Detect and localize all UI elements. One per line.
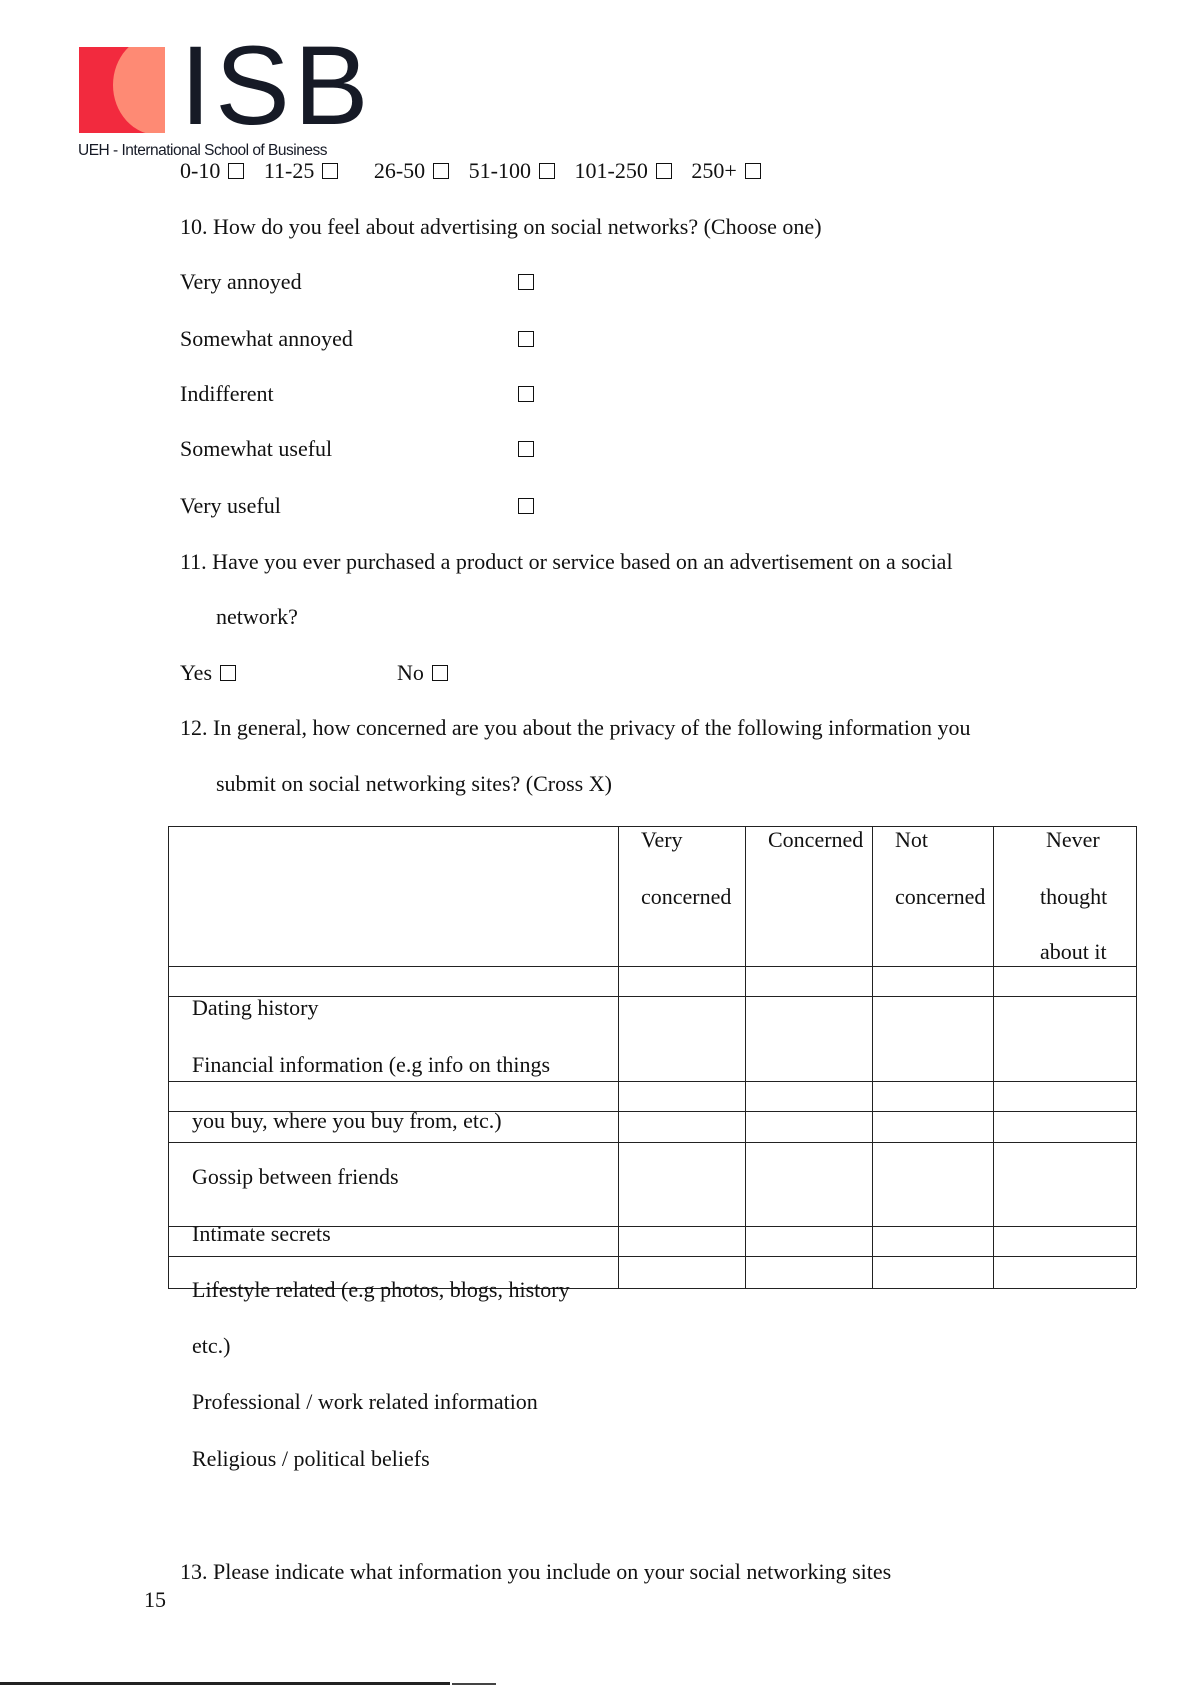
q10-option-label: Very useful — [180, 493, 281, 518]
logo-text: ISB — [180, 23, 373, 148]
info-item: Financial information (e.g info on things — [192, 1052, 551, 1077]
q11-no — [397, 660, 448, 686]
table-rule — [618, 826, 619, 1288]
checkbox[interactable] — [518, 274, 534, 290]
info-item: Professional / work related information — [192, 1389, 538, 1414]
checkbox[interactable] — [228, 163, 244, 179]
table-rule — [993, 826, 994, 1288]
table-rule — [745, 826, 746, 1288]
header-never-thought: Never — [1046, 827, 1100, 852]
q13-question: 13. Please indicate what information you include on your social networking sites — [180, 1559, 892, 1584]
header-never-thought-2: thought — [1040, 884, 1108, 909]
info-item: you buy, where you buy from, etc.) — [192, 1108, 502, 1133]
header-not-concerned: Not — [895, 827, 928, 852]
header-never-thought-3: about it — [1040, 939, 1107, 964]
header-very-concerned: Very — [641, 827, 683, 852]
no-checkbox[interactable] — [432, 665, 448, 681]
table-rule — [168, 1256, 1136, 1257]
info-item: Dating history — [192, 995, 319, 1020]
checkbox[interactable] — [518, 386, 534, 402]
q10-option-label: Somewhat annoyed — [180, 326, 353, 351]
q11-question: 11. Have you ever purchased a product or service based on an advertisement on a social — [180, 549, 953, 574]
info-item: Gossip between friends — [192, 1164, 399, 1189]
checkbox[interactable] — [322, 163, 338, 179]
q10-option-label: Indifferent — [180, 381, 274, 406]
range-label: 250+ — [691, 158, 737, 183]
range-label: 51-100 — [468, 158, 531, 183]
header-concerned: Concerned — [768, 827, 864, 852]
table-border — [1136, 826, 1137, 1288]
yes-checkbox[interactable] — [220, 665, 236, 681]
range-label: 0-10 — [180, 158, 221, 183]
checkbox[interactable] — [656, 163, 672, 179]
checkbox[interactable] — [539, 163, 555, 179]
header-very-concerned-2: concerned — [641, 884, 732, 909]
table-rule — [168, 1081, 1136, 1082]
no-label: No — [397, 660, 424, 685]
table-rule — [872, 826, 873, 1288]
table-rule — [168, 1142, 1136, 1143]
q10-option-label: Very annoyed — [180, 269, 302, 294]
range-label: 26-50 — [373, 158, 426, 183]
checkbox[interactable] — [518, 498, 534, 514]
page-number: 15 — [144, 1587, 166, 1612]
q10-question: 10. How do you feel about advertising on social networks? (Choose one) — [180, 214, 822, 239]
q9-range-options — [180, 158, 761, 184]
logo-mark — [79, 47, 165, 133]
checkbox[interactable] — [433, 163, 449, 179]
q12-question: 12. In general, how concerned are you about the privacy of the following information you — [180, 715, 971, 740]
q10-option-label: Somewhat useful — [180, 436, 333, 461]
range-label: 11-25 — [263, 158, 315, 183]
checkbox[interactable] — [518, 441, 534, 457]
header-not-concerned-2: concerned — [895, 884, 986, 909]
range-label: 101-250 — [574, 158, 648, 183]
info-item: Lifestyle related (e.g photos, blogs, history — [192, 1277, 570, 1302]
checkbox[interactable] — [745, 163, 761, 179]
yes-label: Yes — [180, 660, 213, 685]
info-item: etc.) — [192, 1333, 231, 1358]
q11-yes — [180, 660, 236, 686]
q11-question-cont: network? — [216, 604, 298, 629]
logo-caption: UEH - International School of Business — [78, 142, 327, 159]
info-item: Religious / political beliefs — [192, 1446, 430, 1471]
checkbox[interactable] — [518, 331, 534, 347]
info-item: Intimate secrets — [192, 1221, 331, 1246]
table-border — [168, 826, 169, 1288]
table-rule — [168, 966, 1136, 967]
q12-question-cont: submit on social networking sites? (Cross X) — [216, 771, 612, 796]
